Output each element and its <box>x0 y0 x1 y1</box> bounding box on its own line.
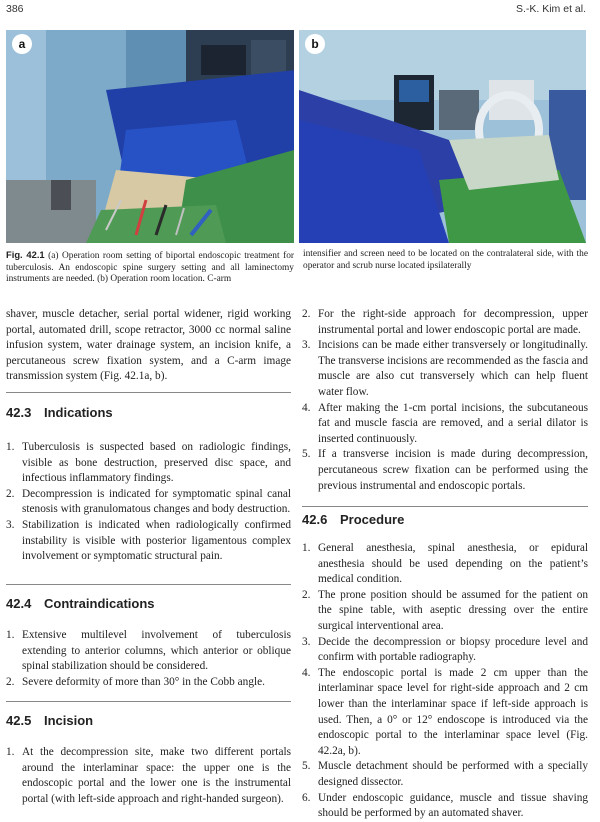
list-item: 5. If a transverse incision is made during decompression, percutaneous screw fixation can be performed using the previous instrumental and endoscopic portals. <box>302 448 588 492</box>
operating-room-photo-a <box>6 30 294 243</box>
page-number: 386 <box>6 3 24 15</box>
incision-list-continued <box>302 307 588 494</box>
list-item: 3. Decide the decompression or biopsy procedure level and confirm with portable radiography. <box>302 635 588 664</box>
contraindications-list <box>6 628 291 690</box>
list-item: 2. Decompression is indicated for symptomatic spinal canal stenosis with granulomatous changes and body destruction. <box>6 487 291 516</box>
incision-list <box>6 745 291 807</box>
list-item: 2. The prone position should be assumed for the patient on the spine table, with aseptic dressing over the entire surgical interventional area. <box>302 588 588 632</box>
running-head: S.-K. Kim et al. <box>515 3 586 15</box>
section-heading: 42.3 Indications <box>6 405 113 420</box>
figure-panel-a <box>6 30 294 243</box>
figure-panel-b <box>299 30 586 243</box>
list-item: 4. After making the 1-cm portal incisions, the subcutaneous fat and muscle fascia are removed, and a serial dilator is inserted continuously. <box>302 401 588 445</box>
figure-caption-left <box>6 249 294 286</box>
list-item: 6. Under endoscopic guidance, muscle and tissue shaving should be performed by an automated shaver. <box>302 791 588 820</box>
caption-text-right: intensifier and screen need to be located on the contralateral side, with the operator and scrub nurse located ipsilaterally <box>303 249 588 271</box>
panel-b-label: b <box>305 34 325 54</box>
list-item: 3. Stabilization is indicated when radiologically confirmed instability is visible with posterior ligamentous complex involvement or symptomatic structural pain. <box>6 518 291 563</box>
section-heading: 42.5 Incision <box>6 713 94 728</box>
list-item: 2. For the right-side approach for decompression, upper instrumental portal and lower endoscopic portal are made. <box>302 308 588 336</box>
panel-a-label: a <box>12 34 32 54</box>
indications-list <box>6 440 291 565</box>
procedure-list <box>302 541 588 822</box>
list-item: 5. Muscle detachment should be performed with a specially designed dissector. <box>302 760 588 788</box>
section-incision <box>6 701 291 728</box>
operating-room-photo-b <box>299 30 586 243</box>
figure-caption-right <box>303 249 588 272</box>
section-procedure <box>302 506 588 527</box>
list-item: 4. The endoscopic portal is made 2 cm upper than the interlaminar space level for right-side approach and 2 cm lower than the interlaminar space if left-side approach is used. Then, a 0° or 12° endoscope is introduced via the endoscopic portal to the interlaminar space level (Fig. 42.2a, b). <box>302 666 588 757</box>
section-indications <box>6 392 291 420</box>
list-item: 3. Incisions can be made either transversely or longitudinally. The transverse incisions are recommended as the fascia and muscle are also cut transversely which can help fluent water flow. <box>302 339 588 398</box>
list-item: 2. Severe deformity of more than 30° in the Cobb angle. <box>6 675 265 688</box>
figure-label: Fig. 42.1 <box>6 249 45 260</box>
caption-text-left: (a) Operation room setting of biportal endoscopic treatment for tuberculosis. An endoscopic spine surgery setting and all laminectomy instruments are needed. (b) Operation room location. C-arm <box>6 251 294 285</box>
list-item: 1. General anesthesia, spinal anesthesia, or epidural anesthesia should be used depending on the patient’s medical condition. <box>302 542 588 586</box>
section-contraindications <box>6 584 291 611</box>
list-item: 1. Extensive multilevel involvement of tuberculosis extending to anterior columns, which anterior or oblique spinal stabilization should be considered. <box>6 629 291 673</box>
list-item: 1. Tuberculosis is suspected based on radiologic findings, visible as bone destruction, preserved disc space, and infectious inflammatory findings. <box>6 441 291 485</box>
section-heading: 42.4 Contraindications <box>6 596 155 611</box>
left-intro-paragraph: shaver, muscle detacher, serial portal widener, rigid working portal, automated drill, scope retractor, 3000 cc normal saline infusion system, water drainage system, an incision knife, a percutaneous screw fixation system, and a C-arm image transmission system (Fig. 42.1a, b). <box>6 308 291 383</box>
list-item: 1. At the decompression site, make two different portals around the interlaminar space: the upper one is the endoscopic portal and the lower one is the instrumental portal (with left-side approach and right-handed surgeon). <box>6 746 291 805</box>
section-heading: 42.6 Procedure <box>302 512 405 527</box>
